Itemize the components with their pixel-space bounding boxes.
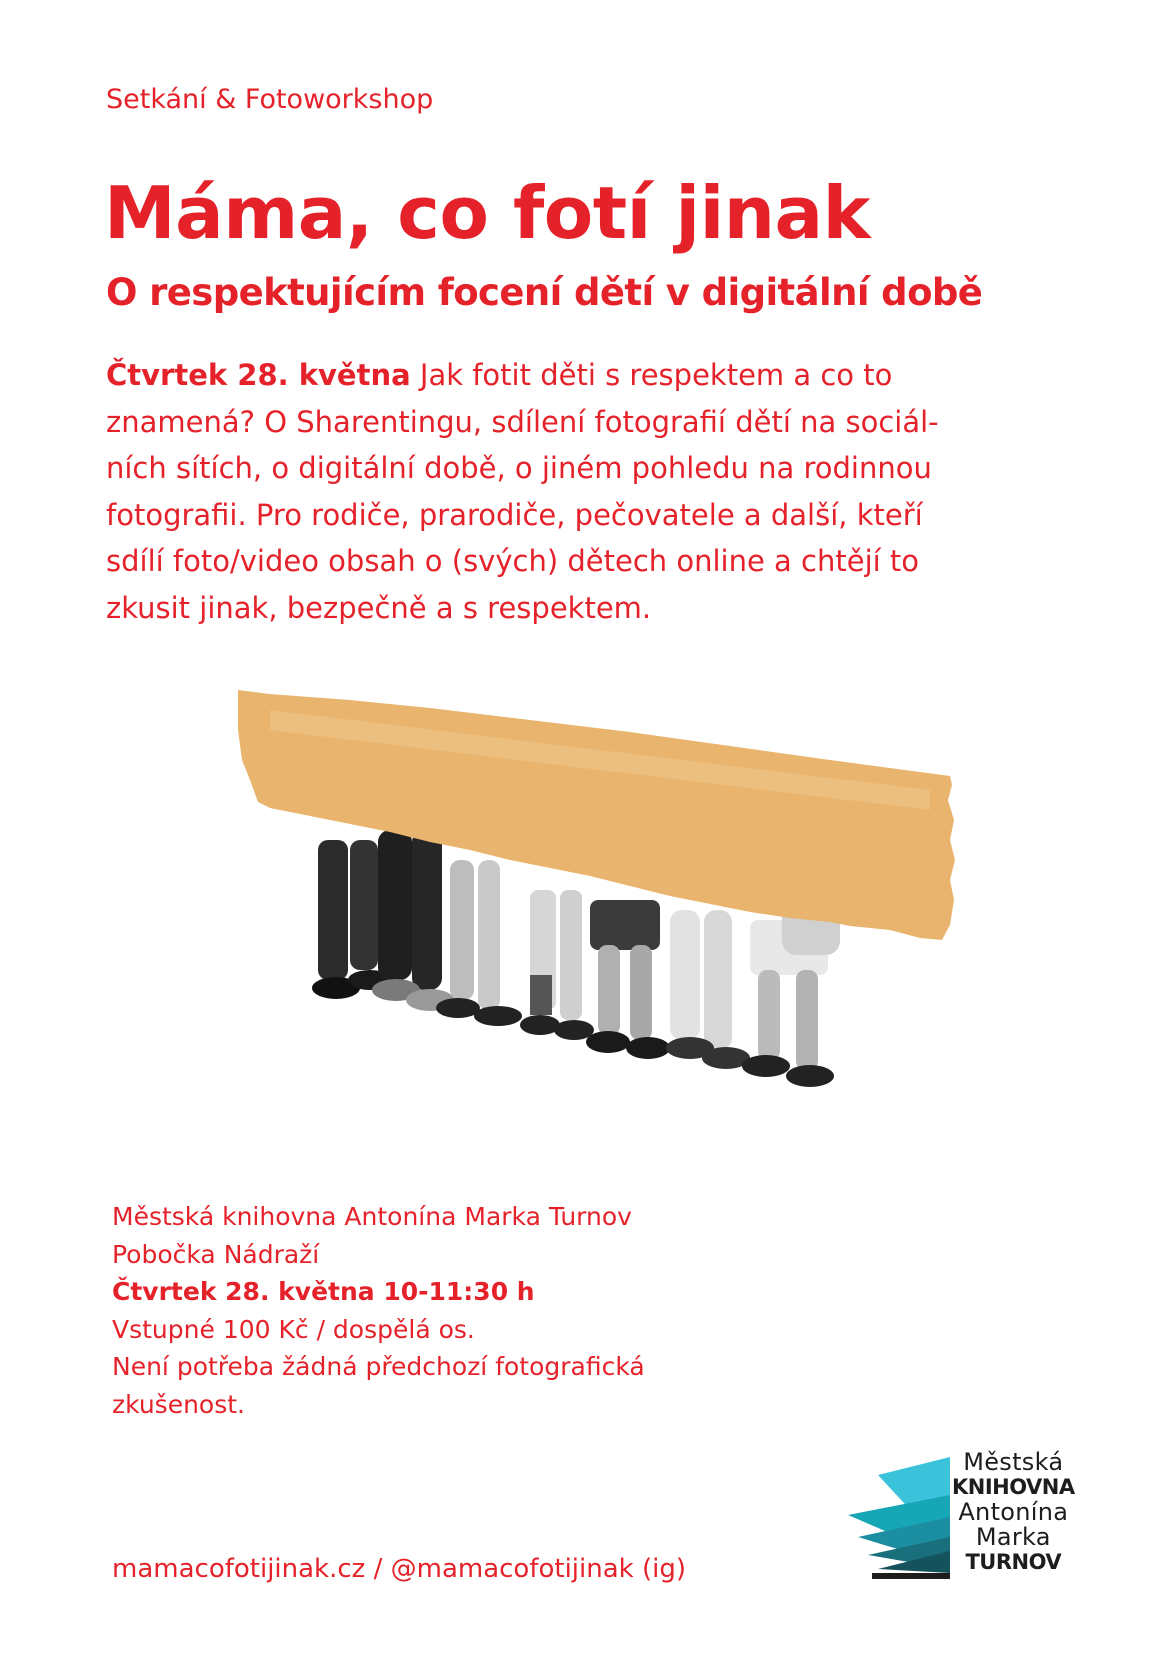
event-info (112, 1198, 645, 1423)
intro-line (106, 352, 1046, 399)
intro-date: Čtvrtek 28. května (106, 358, 411, 392)
logo-line: KNIHOVNA (952, 1475, 1075, 1499)
requirements-note: Není potřeba žádná předchozí fotografická (112, 1352, 645, 1381)
event-type: Setkání & Fotoworkshop (106, 84, 434, 115)
logo-line: Městská (963, 1448, 1064, 1476)
intro-paragraph (106, 352, 1046, 631)
intro-line: sdílí foto/video obsah o (svých) dětech online a chtějí to (106, 544, 920, 578)
admission-fee: Vstupné 100 Kč / dospělá os. (112, 1314, 475, 1344)
poster-title: Máma, co fotí jinak (104, 171, 871, 255)
logo-line: Antonína (958, 1498, 1069, 1526)
venue-branch: Pobočka Nádraží (112, 1239, 320, 1269)
library-logo-text (952, 1450, 1075, 1575)
event-datetime: Čtvrtek 28. května 10-11:30 h (112, 1277, 535, 1306)
intro-line: fotografii. Pro rodiče, prarodiče, pečovatele a další, kteří (106, 497, 923, 532)
footer-links[interactable]: mamacofotijinak.cz / @mamacofotijinak (ig) (112, 1554, 687, 1584)
intro-line: znamená? O Sharentingu, sdílení fotografií dětí na sociál- (106, 404, 939, 439)
intro-line: ních sítích, o digitální době, o jiném pohledu na rodinnou (106, 451, 932, 485)
poster-subtitle: O respektujícím focení dětí v digitální době (106, 271, 983, 314)
requirements-note: zkušenost. (112, 1389, 245, 1419)
library-logo-icon (838, 1455, 950, 1580)
collage-illustration (230, 690, 1020, 1140)
venue-name: Městská knihovna Antonína Marka Turnov (112, 1202, 632, 1231)
logo-line: TURNOV (965, 1550, 1062, 1574)
intro-line: zkusit jinak, bezpečně a s respektem. (106, 590, 652, 625)
logo-line: Marka (975, 1523, 1051, 1551)
intro-text: Jak fotit děti s respektem a co to (410, 358, 893, 392)
